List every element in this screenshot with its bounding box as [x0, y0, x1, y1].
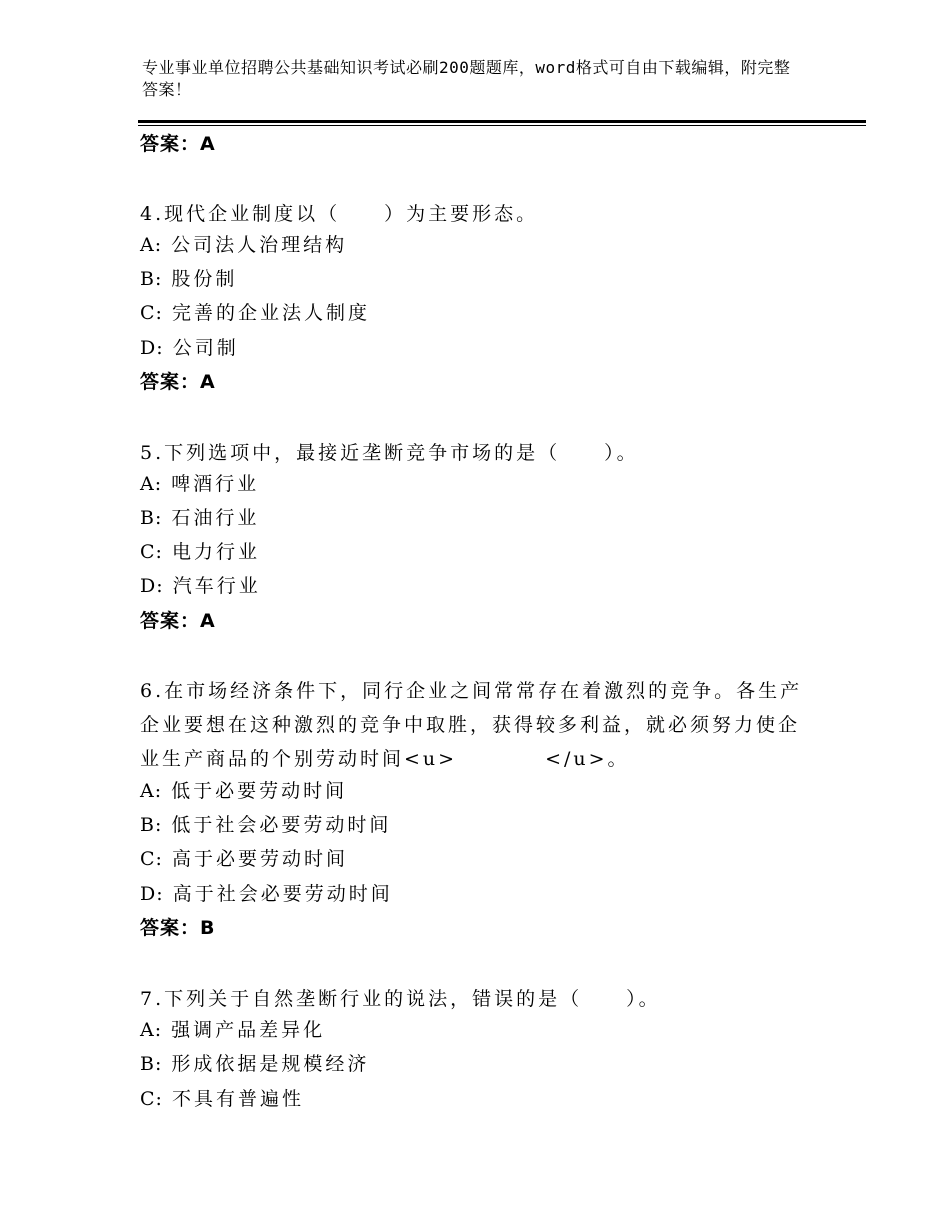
question-5-option-b: B: 石油行业 — [140, 507, 260, 529]
question-5-text: 5.下列选项中，最接近垄断竞争市场的是（ ）。 — [140, 442, 639, 464]
question-6-text: 6.在市场经济条件下，同行企业之间常常存在着激烈的竞争。各生产企业要想在这种激烈的竞争中取胜，获得较多利益，就必须努力使企业生产商品的个别劳动时间<u> </u>。 — [140, 680, 803, 770]
question-5-option-c: C: 电力行业 — [140, 541, 261, 563]
previous-answer — [140, 132, 216, 156]
answer-value: A — [200, 133, 216, 155]
header-divider-thin — [138, 125, 866, 126]
question-5-answer: 答案：A — [140, 610, 216, 632]
question-6-option-a: A: 低于必要劳动时间 — [140, 780, 348, 802]
question-4-option-b: B: 股份制 — [140, 268, 238, 290]
question-5-option-d: D: 汽车行业 — [140, 575, 261, 597]
question-5-option-a: A: 啤酒行业 — [140, 473, 260, 495]
question-7-option-b: B: 形成依据是规模经济 — [140, 1053, 370, 1075]
question-7-text: 7.下列关于自然垄断行业的说法，错误的是（ ）。 — [140, 988, 661, 1010]
question-7-option-a: A: 强调产品差异化 — [140, 1019, 326, 1041]
question-6-answer: 答案：B — [140, 917, 216, 939]
question-4-option-d: D: 公司制 — [140, 337, 239, 359]
question-4-text: 4.现代企业制度以（ ）为主要形态。 — [140, 203, 539, 225]
header-divider-thick — [138, 120, 866, 123]
question-6-option-c: C: 高于必要劳动时间 — [140, 848, 349, 870]
question-6-option-d: D: 高于社会必要劳动时间 — [140, 883, 393, 905]
question-6-option-b: B: 低于社会必要劳动时间 — [140, 814, 392, 836]
question-4-option-a: A: 公司法人治理结构 — [140, 234, 348, 256]
question-4-option-c: C: 完善的企业法人制度 — [140, 302, 371, 324]
document-header: 专业事业单位招聘公共基础知识考试必刷200题题库，word格式可自由下载编辑，附完整答案！ — [142, 58, 791, 99]
question-4-answer: 答案：A — [140, 371, 216, 393]
answer-label: 答案： — [140, 133, 201, 155]
question-7-option-c: C: 不具有普遍性 — [140, 1088, 305, 1110]
